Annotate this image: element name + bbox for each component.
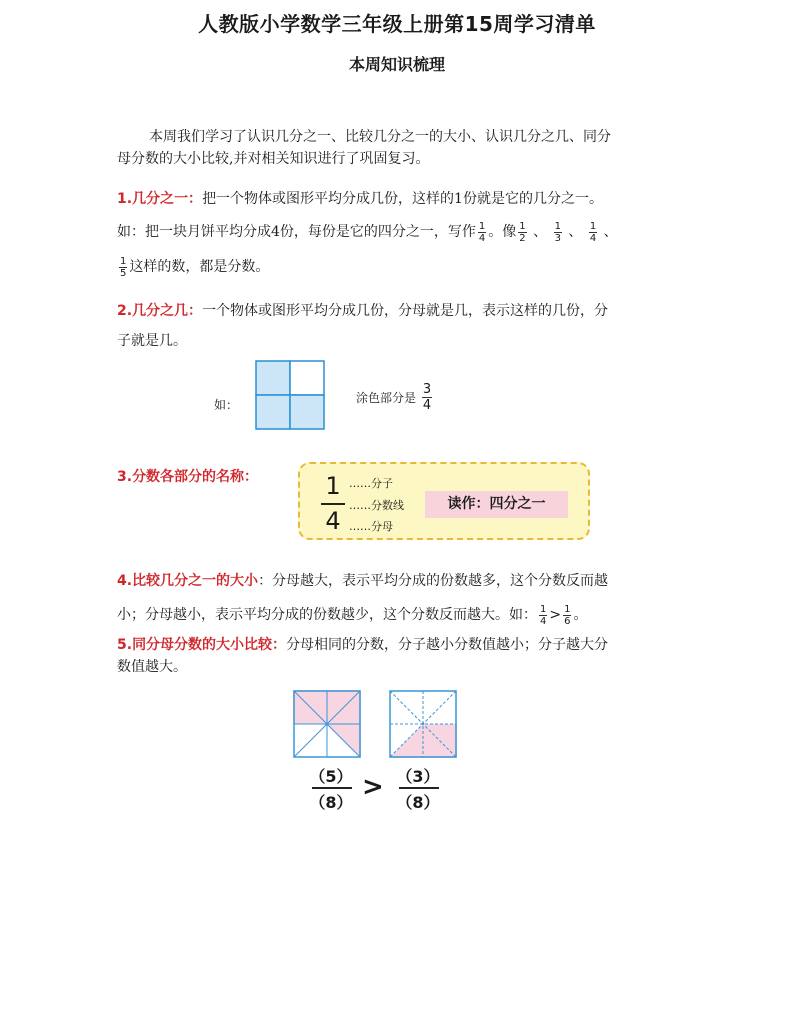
numerator-label: ……分子	[349, 477, 393, 490]
three-eighths-square	[389, 690, 457, 758]
right-fraction-bar	[399, 787, 439, 789]
section-3-heading: 分数各部分的名称：	[132, 469, 259, 485]
section-4-heading: 比较几分之一的大小	[132, 573, 259, 589]
read-as-box: 读作：四分之一	[425, 491, 568, 518]
left-denominator: （8）	[309, 793, 353, 812]
section-4-line-2: 小；分母越小，表示平均分成的份数越少，这个分数反而越大。如：	[117, 607, 537, 623]
shaded-square-diagram	[255, 360, 325, 430]
fraction-one-quarter-compare: $\frac{1}{4}$	[540, 603, 547, 627]
intro-line-2: 母分数的大小比较,并对相关知识进行了巩固复习。	[117, 151, 430, 167]
page-title: 人教版小学数学三年级上册第15周学习清单	[198, 12, 596, 36]
section-5-heading: 同分母分数的大小比较：	[132, 637, 287, 653]
separator: 、	[533, 224, 548, 240]
period: 。	[573, 607, 588, 623]
section-1-number: 1.	[117, 191, 133, 207]
section-5-number: 5.	[117, 637, 133, 653]
separator: 、	[603, 224, 618, 240]
section-3-heading-row	[117, 466, 258, 486]
shaded-quarter	[256, 361, 290, 395]
section-5	[117, 634, 679, 678]
fraction-one-quarter-2: $\frac{1}{4}$	[589, 220, 597, 244]
right-denominator: （8）	[396, 793, 440, 812]
section-2-number: 2.	[117, 303, 133, 319]
fraction-bar-label: ……分数线	[349, 499, 404, 512]
section-4	[117, 570, 679, 630]
section-3-number: 3.	[117, 469, 133, 485]
section-1-line-2: 如：把一块月饼平均分成4份，每份是它的四分之一，写作	[117, 224, 476, 240]
left-fraction-bar	[312, 787, 352, 789]
section-5-line-2: 数值越大。	[117, 659, 187, 675]
five-eighths-square	[293, 690, 361, 758]
fraction-one-half: $\frac{1}{2}$	[519, 220, 526, 244]
section-subtitle: 本周知识梳理	[348, 55, 445, 74]
left-numerator: （5）	[309, 767, 353, 786]
section-2-heading: 几分之几：	[132, 303, 203, 319]
section-1-line-1: 把一个物体或图形平均分成几份，这样的1份就是它的几分之一。	[202, 191, 603, 207]
section-2-line-1: 一个物体或图形平均分成几份，分母就是几，表示这样的几份，分	[202, 303, 609, 319]
section-5-line-1: 分母相同的分数，分子越小分数值越小；分子越大分	[286, 637, 609, 653]
section-1	[117, 188, 679, 284]
shaded-quarter	[256, 395, 290, 429]
fraction-one-third: $\frac{1}{3}$	[554, 220, 561, 244]
right-numerator: （3）	[396, 767, 440, 786]
unshaded-quarter	[290, 361, 324, 395]
section-4-number: 4.	[117, 573, 133, 589]
section-1-like: 。像	[488, 224, 517, 240]
greater-than-sign: >	[549, 607, 562, 623]
fraction-one-quarter: $\frac{1}{4}$	[478, 220, 486, 244]
numerator: 1	[325, 472, 341, 500]
separator: 、	[568, 224, 583, 240]
section-2	[117, 300, 679, 352]
denominator: 4	[325, 507, 341, 535]
fraction-bar	[321, 503, 345, 505]
intro-paragraph	[117, 126, 679, 170]
comparison-greater-than: >	[362, 772, 384, 802]
shaded-quarter	[290, 395, 324, 429]
section-4-line-1: ：分母越大，表示平均分成的份数越多，这个分数反而越	[258, 573, 609, 589]
section-1-line-3: 这样的数，都是分数。	[129, 259, 270, 275]
section-2-line-2: 子就是几。	[117, 333, 187, 349]
shaded-part-text	[356, 382, 434, 413]
shaded-label: 涂色部分是	[356, 391, 417, 405]
fraction-three-quarters: $\frac{3}{4}$	[422, 382, 432, 413]
section-1-heading: 几分之一：	[132, 191, 203, 207]
fraction-one-sixth: $\frac{1}{6}$	[564, 603, 571, 627]
fraction-one-fifth: $\frac{1}{5}$	[120, 255, 127, 279]
intro-line-1: 本周我们学习了认识几分之一、比较几分之一的大小、认识几分之几、同分	[149, 129, 611, 145]
denominator-label: ……分母	[349, 520, 393, 533]
example-label: 如：	[214, 398, 239, 412]
